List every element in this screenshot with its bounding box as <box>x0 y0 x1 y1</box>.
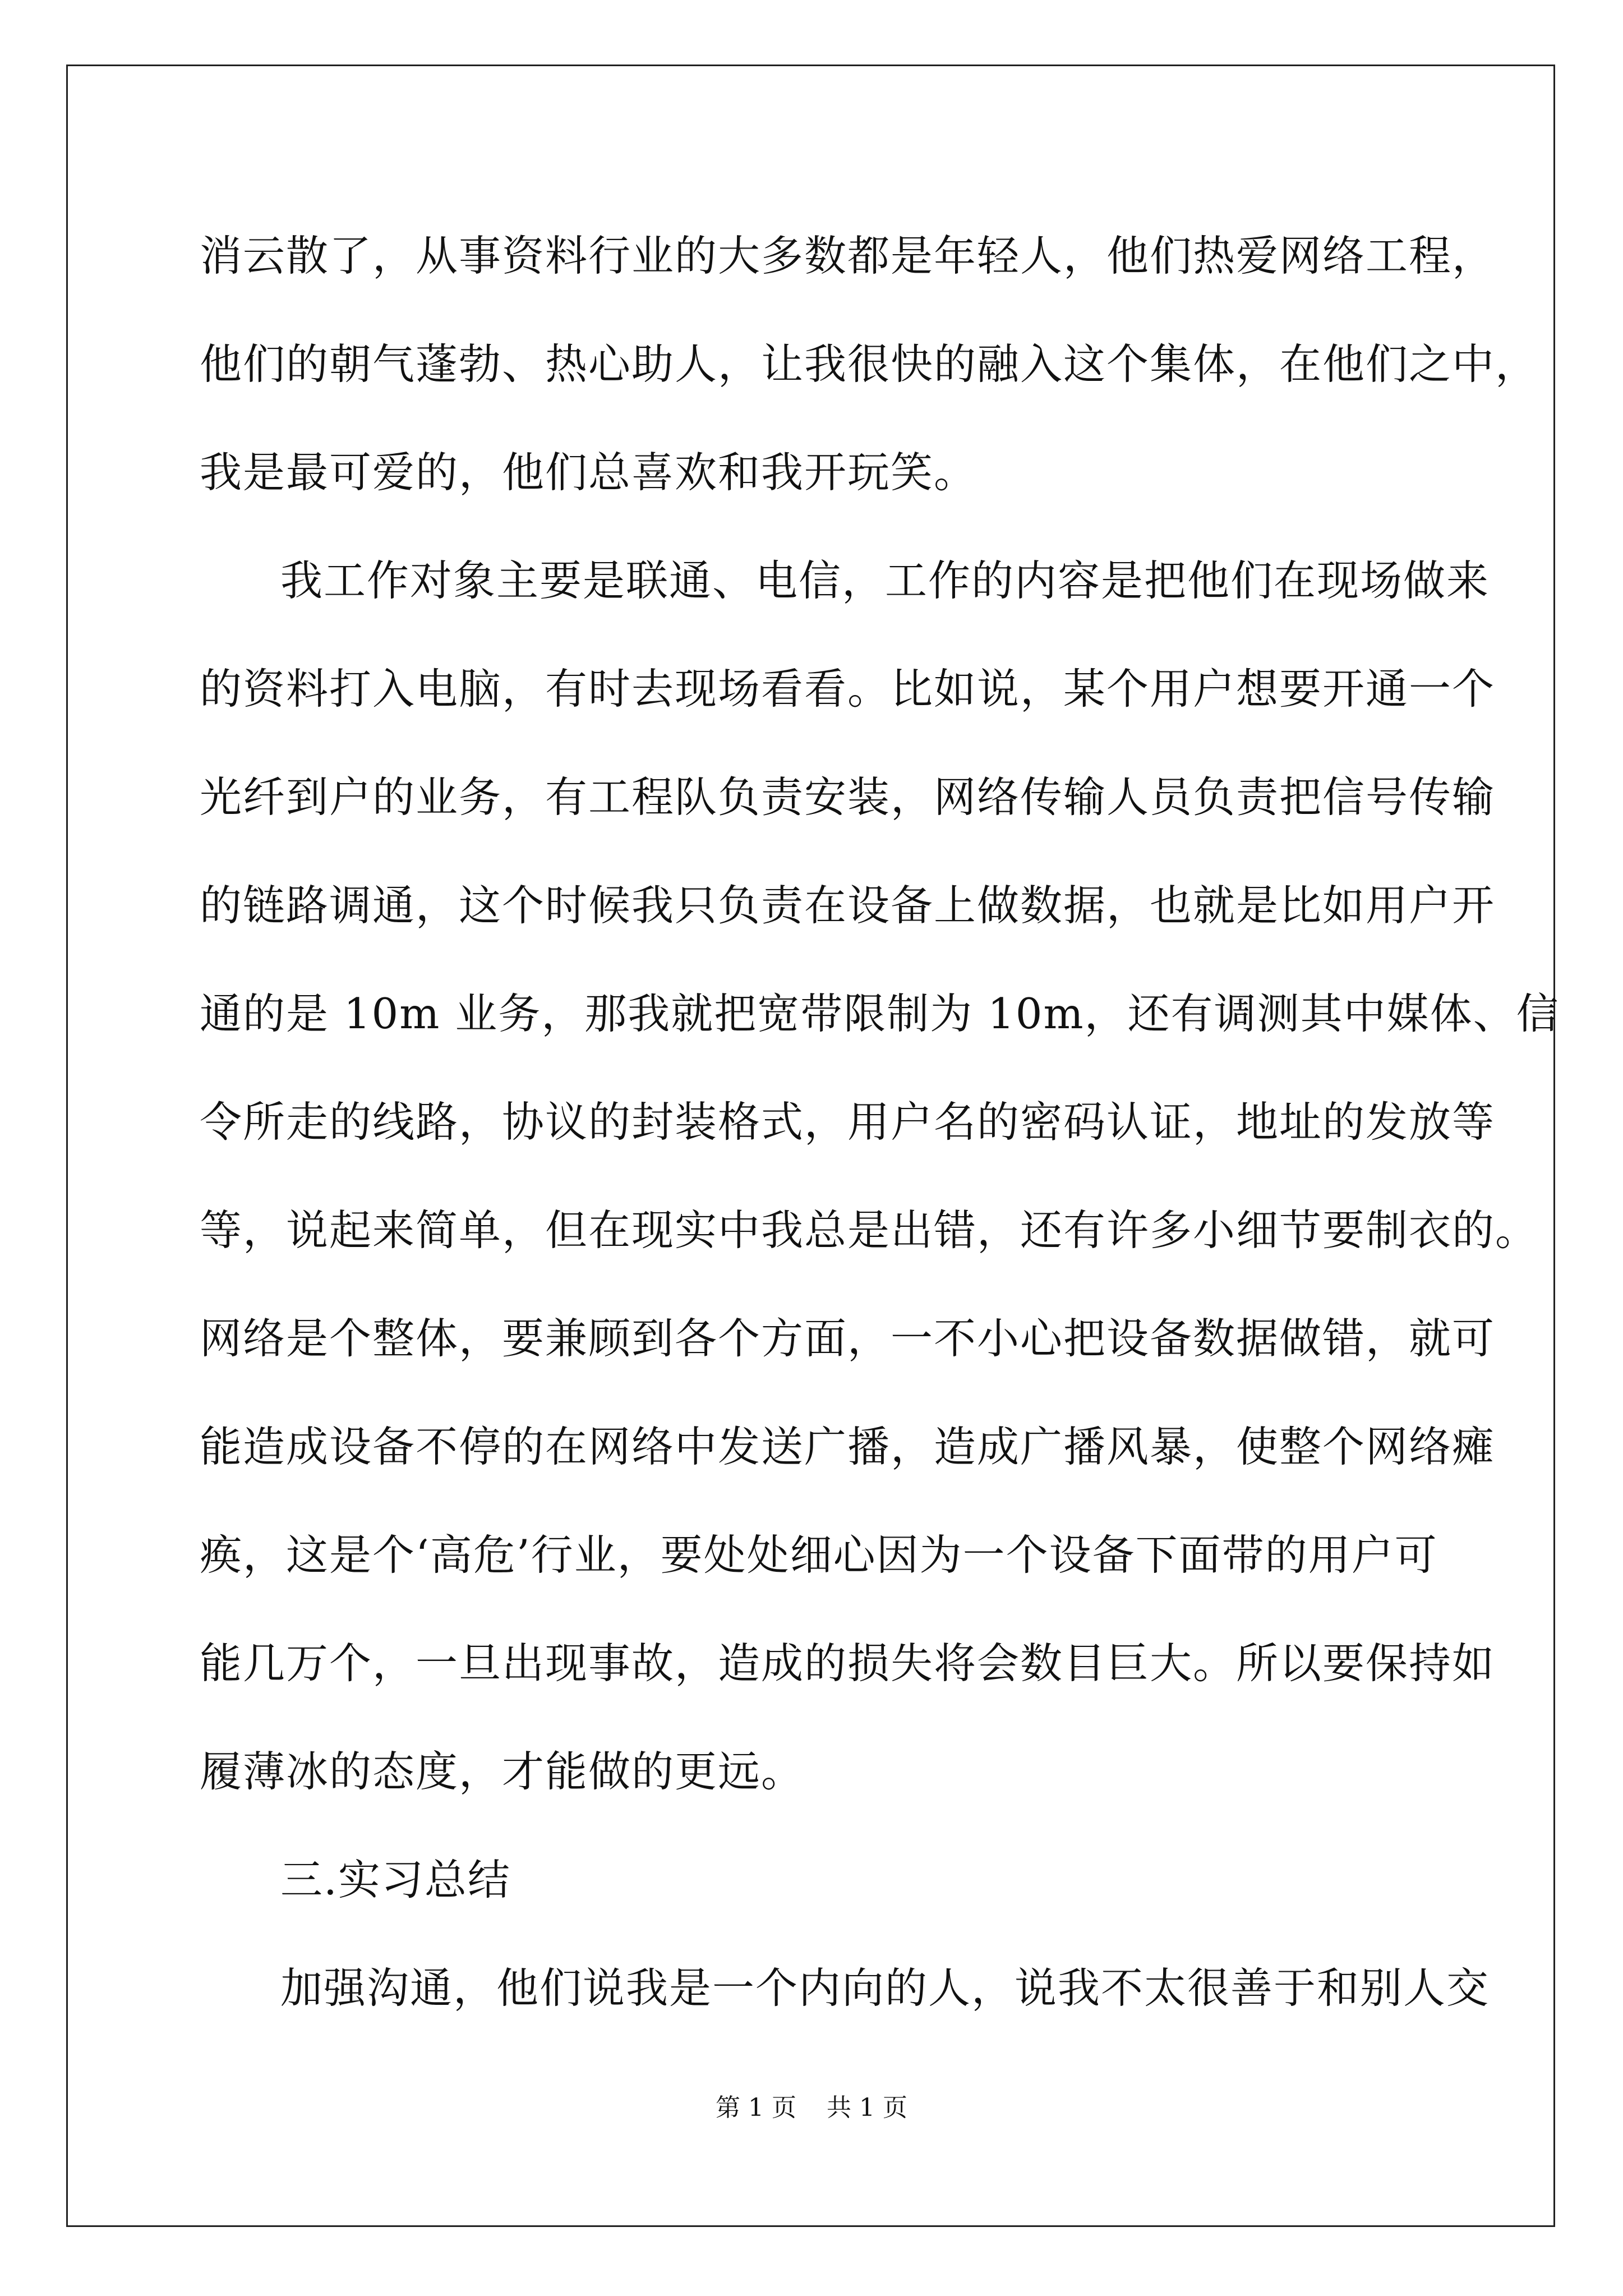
text-line: 能造成设备不停的在网络中发送广播，造成广播风暴，使整个网络瘫 <box>200 1422 1496 1471</box>
text-line: 他们的朝气蓬勃、热心助人，让我很快的融入这个集体，在他们之中， <box>200 339 1539 389</box>
page-number-current: 第 1 页 <box>716 2093 796 2122</box>
page-footer <box>0 2091 1623 2125</box>
text-line: 等，说起来简单，但在现实中我总是出错，还有许多小细节要制衣的。 <box>200 1205 1539 1255</box>
text-line: 的链路调通，这个时候我只负责在设备上做数据，也就是比如用户开 <box>200 881 1496 930</box>
text-line: 消云散了，从事资料行业的大多数都是年轻人，他们热爱网络工程， <box>200 231 1496 280</box>
text-line: 光纤到户的业务，有工程队负责安装，网络传输人员负责把信号传输 <box>200 772 1496 822</box>
text-line: 痪，这是个‘高危’行业，要处处细心因为一个设备下面带的用户可 <box>200 1530 1438 1580</box>
text-line: 我是最可爱的，他们总喜欢和我开玩笑。 <box>200 448 978 497</box>
text-line: 令所走的线路，协议的封装格式，用户名的密码认证，地址的发放等 <box>200 1097 1496 1147</box>
text-line: 加强沟通，他们说我是一个内向的人，说我不太很善于和别人交 <box>280 1963 1490 2013</box>
text-line: 能几万个，一旦出现事故，造成的损失将会数目巨大。所以要保持如 <box>200 1639 1496 1688</box>
text-line: 通的是 10m 业务，那我就把宽带限制为 10m，还有调测其中媒体、信 <box>200 989 1560 1038</box>
text-line: 履薄冰的态度，才能做的更远。 <box>200 1747 805 1796</box>
page-number-total: 共 1 页 <box>827 2093 907 2122</box>
document-body <box>200 202 1560 2042</box>
text-line: 我工作对象主要是联通、电信，工作的内容是把他们在现场做来 <box>280 556 1490 605</box>
text-line: 网络是个整体，要兼顾到各个方面，一不小心把设备数据做错，就可 <box>200 1314 1496 1363</box>
text-line: 的资料打入电脑，有时去现场看看。比如说，某个用户想要开通一个 <box>200 664 1496 714</box>
section-heading: 三.实习总结 <box>280 1855 511 1904</box>
